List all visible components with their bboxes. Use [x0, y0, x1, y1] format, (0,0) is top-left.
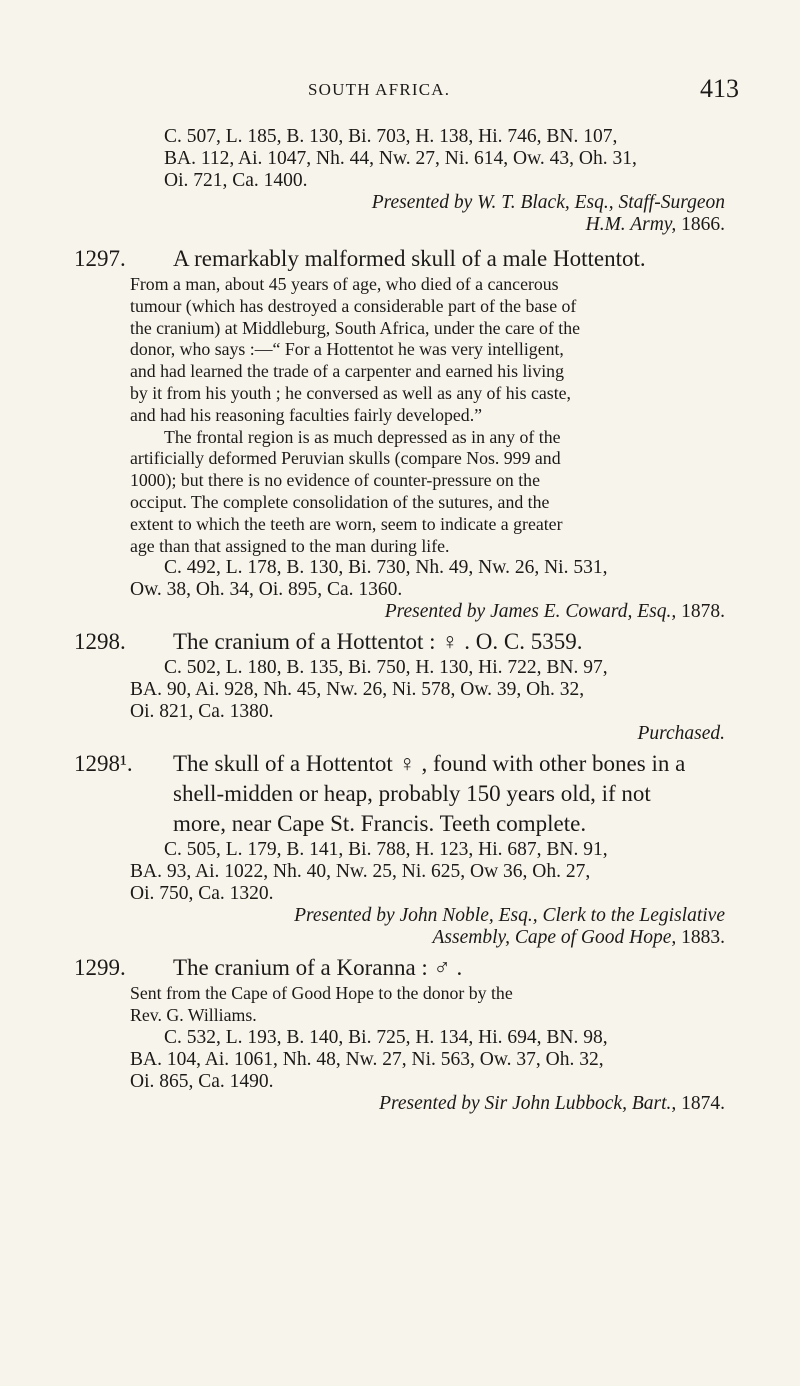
- entry-heading: [0, 244, 800, 274]
- entry-number: 1297.: [74, 246, 126, 271]
- entry-title: A remarkably malformed skull of a male Hottentot.: [173, 246, 646, 271]
- donor-credit: [0, 905, 800, 949]
- credit-line: Assembly, Cape of Good Hope,: [432, 927, 677, 949]
- entry-number: 1298¹.: [74, 751, 133, 777]
- description-line: age than that assigned to the man during life.: [130, 535, 450, 556]
- measurements-block: [0, 1027, 800, 1093]
- measurement-line: BA. 93, Ai. 1022, Nh. 40, Nw. 25, Ni. 625, Ow 36, Oh. 27,: [130, 861, 591, 883]
- measurement-line: BA. 112, Ai. 1047, Nh. 44, Nw. 27, Ni. 614, Ow. 43, Oh. 31,: [164, 148, 637, 169]
- page-header: [0, 74, 800, 114]
- credit-line: Purchased.: [637, 723, 725, 745]
- description-line: by it from his youth ; he conversed as well as any of his caste,: [130, 382, 571, 403]
- catalogue-entry: [0, 749, 800, 949]
- donor-credit: [0, 723, 800, 745]
- description-line: donor, who says :—“ For a Hottentot he was very intelligent,: [130, 339, 564, 360]
- credit-line: Presented by W. T. Black, Esq., Staff-Surgeon: [371, 192, 725, 213]
- description-line: Rev. G. Williams.: [130, 1005, 257, 1026]
- measurement-line: Ow. 38, Oh. 34, Oi. 895, Ca. 1360.: [130, 579, 403, 601]
- entry-continuation: [0, 126, 800, 236]
- credit-year: 1878.: [681, 601, 725, 623]
- description-line: and had his reasoning faculties fairly developed.”: [130, 404, 483, 425]
- donor-credit: [0, 192, 800, 236]
- credit-year: 1883.: [681, 927, 725, 949]
- entry-number: 1298.: [74, 629, 126, 655]
- donor-credit: [0, 601, 800, 623]
- entry-title: The cranium of a Hottentot : ♀ . O. C. 5359.: [173, 629, 583, 655]
- measurement-line: C. 532, L. 193, B. 140, Bi. 725, H. 134, Hi. 694, BN. 98,: [164, 1026, 608, 1048]
- description-line: artificially deformed Peruvian skulls (compare Nos. 999 and: [130, 448, 561, 469]
- credit-line: Presented by James E. Coward, Esq.,: [384, 601, 677, 623]
- entry-number: 1299.: [74, 955, 126, 981]
- measurement-line: C. 505, L. 179, B. 141, Bi. 788, H. 123, Hi. 687, BN. 91,: [164, 839, 608, 861]
- measurements-block: [0, 126, 800, 192]
- credit-line: Presented by John Noble, Esq., Clerk to the Legislative: [294, 905, 725, 927]
- catalogue-entry: [0, 627, 800, 745]
- description-line: The frontal region is as much depressed as in any of the: [164, 426, 561, 447]
- measurement-line: BA. 90, Ai. 928, Nh. 45, Nw. 26, Ni. 578, Ow. 39, Oh. 32,: [130, 679, 585, 701]
- entry-title-line: more, near Cape St. Francis. Teeth complete.: [173, 811, 587, 837]
- description-line: Sent from the Cape of Good Hope to the donor by the: [130, 983, 513, 1004]
- measurements-block: [0, 557, 800, 601]
- description-line: the cranium) at Middleburg, South Africa, under the care of the: [130, 317, 580, 338]
- measurement-line: C. 492, L. 178, B. 130, Bi. 730, Nh. 49, Nw. 26, Ni. 531,: [164, 557, 608, 579]
- description-line: occiput. The complete consolidation of the sutures, and the: [130, 491, 550, 512]
- description-line: From a man, about 45 years of age, who died of a cancerous: [130, 274, 559, 294]
- entry-heading: [0, 627, 800, 657]
- page-number: 413: [700, 74, 739, 103]
- measurement-line: Oi. 721, Ca. 1400.: [164, 170, 308, 191]
- measurements-block: [0, 839, 800, 905]
- entry-title: The skull of a Hottentot ♀ , found with other bones in a: [173, 751, 686, 777]
- measurements-block: [0, 657, 800, 723]
- measurement-line: Oi. 821, Ca. 1380.: [130, 701, 274, 723]
- measurement-line: Oi. 865, Ca. 1490.: [130, 1070, 274, 1092]
- catalogue-entry: [0, 244, 800, 623]
- description-line: and had learned the trade of a carpenter and earned his living: [130, 361, 564, 382]
- credit-year: 1866.: [681, 214, 725, 235]
- donor-credit: [0, 1093, 800, 1115]
- description-line: tumour (which has destroyed a considerable part of the base of: [130, 295, 577, 316]
- description-line: 1000); but there is no evidence of counter-pressure on the: [130, 470, 540, 491]
- catalogue-entry: [0, 953, 800, 1115]
- entry-description: [0, 983, 800, 1027]
- description-line: extent to which the teeth are worn, seem to indicate a greater: [130, 513, 563, 534]
- measurement-line: C. 502, L. 180, B. 135, Bi. 750, H. 130, Hi. 722, BN. 97,: [164, 657, 608, 679]
- measurement-line: Oi. 750, Ca. 1320.: [130, 883, 274, 905]
- entry-description: [0, 274, 800, 557]
- measurement-line: C. 507, L. 185, B. 130, Bi. 703, H. 138, Hi. 746, BN. 107,: [164, 126, 618, 147]
- credit-line: H.M. Army,: [585, 214, 677, 235]
- entry-title-line: shell-midden or heap, probably 150 years old, if not: [173, 781, 651, 807]
- credit-line: Presented by Sir John Lubbock, Bart.,: [379, 1092, 677, 1114]
- measurement-line: BA. 104, Ai. 1061, Nh. 48, Nw. 27, Ni. 563, Ow. 37, Oh. 32,: [130, 1048, 604, 1070]
- running-head: SOUTH AFRICA.: [308, 80, 451, 99]
- catalogue-text: [0, 126, 800, 1115]
- entry-heading: [0, 749, 800, 779]
- credit-year: 1874.: [681, 1092, 725, 1114]
- entry-title: The cranium of a Koranna : ♂ .: [173, 955, 463, 981]
- entry-heading: [0, 953, 800, 983]
